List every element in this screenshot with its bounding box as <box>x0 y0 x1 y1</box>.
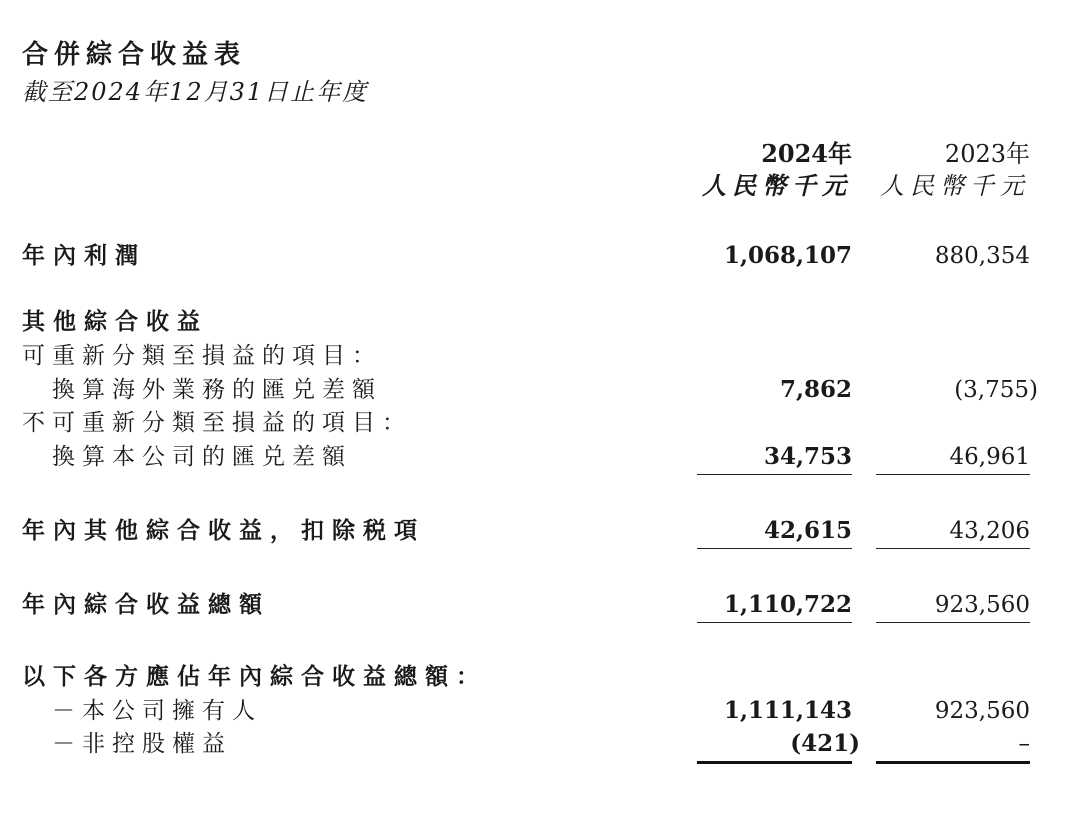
value-2023: – <box>1018 731 1030 757</box>
subtotal-rule <box>697 548 852 549</box>
column-unit: 人民幣千元 <box>702 171 852 200</box>
row-fx-foreign <box>0 374 1080 406</box>
double-total-rule <box>697 761 852 764</box>
column-header-2024 <box>702 138 852 202</box>
value-2023: 43,206 <box>949 518 1030 544</box>
subtotal-rule <box>697 474 852 475</box>
row-label: 年內其他綜合收益，扣除税項 <box>22 518 425 544</box>
row-label: 換算本公司的匯兑差額 <box>52 444 352 470</box>
value-2024: 7,862 <box>779 376 852 403</box>
column-year: 2024年 <box>761 139 852 168</box>
value-2024: 1,111,143 <box>723 697 852 724</box>
row-nci <box>0 728 1080 760</box>
value-2024: 34,753 <box>763 443 852 470</box>
value-2024: 1,068,107 <box>723 242 852 269</box>
value-2023: 46,961 <box>949 444 1030 470</box>
row-oci-heading <box>0 306 1080 338</box>
total-rule <box>697 622 852 623</box>
subtotal-rule <box>876 548 1030 549</box>
value-2023: 923,560 <box>934 698 1030 724</box>
row-label: 以下各方應佔年內綜合收益總額： <box>22 664 487 690</box>
column-header-2023 <box>880 138 1030 202</box>
row-oci-net <box>0 515 1080 547</box>
row-label: 其他綜合收益 <box>22 309 208 335</box>
row-label: 換算海外業務的匯兑差額 <box>52 377 382 403</box>
row-label: －本公司擁有人 <box>52 698 262 724</box>
row-label: 可重新分類至損益的項目： <box>22 343 382 369</box>
double-total-rule <box>876 761 1030 764</box>
row-nonreclass-heading <box>0 407 1080 439</box>
statement-period: 截至2024年12月31日止年度 <box>22 78 369 106</box>
value-2024: 42,615 <box>763 517 852 544</box>
row-label: －非控股權益 <box>52 731 232 757</box>
row-reclass-heading <box>0 340 1080 372</box>
value-2024: 1,110,722 <box>723 591 852 618</box>
row-owners <box>0 695 1080 727</box>
value-2023: (3,755) <box>954 377 1038 403</box>
row-label: 年內綜合收益總額 <box>22 592 270 618</box>
statement-title: 合併綜合收益表 <box>22 40 247 70</box>
row-label: 年內利潤 <box>22 243 146 269</box>
subtotal-rule <box>876 474 1030 475</box>
value-2023: 923,560 <box>934 592 1030 618</box>
row-profit <box>0 240 1080 272</box>
column-unit: 人民幣千元 <box>880 172 1030 200</box>
total-rule <box>876 622 1030 623</box>
row-label: 不可重新分類至損益的項目： <box>22 410 412 436</box>
row-fx-company <box>0 441 1080 473</box>
value-2024: (421) <box>790 730 860 757</box>
row-total <box>0 589 1080 621</box>
value-2023: 880,354 <box>934 243 1030 269</box>
row-attributable-heading <box>0 661 1080 693</box>
column-year: 2023年 <box>944 140 1030 168</box>
